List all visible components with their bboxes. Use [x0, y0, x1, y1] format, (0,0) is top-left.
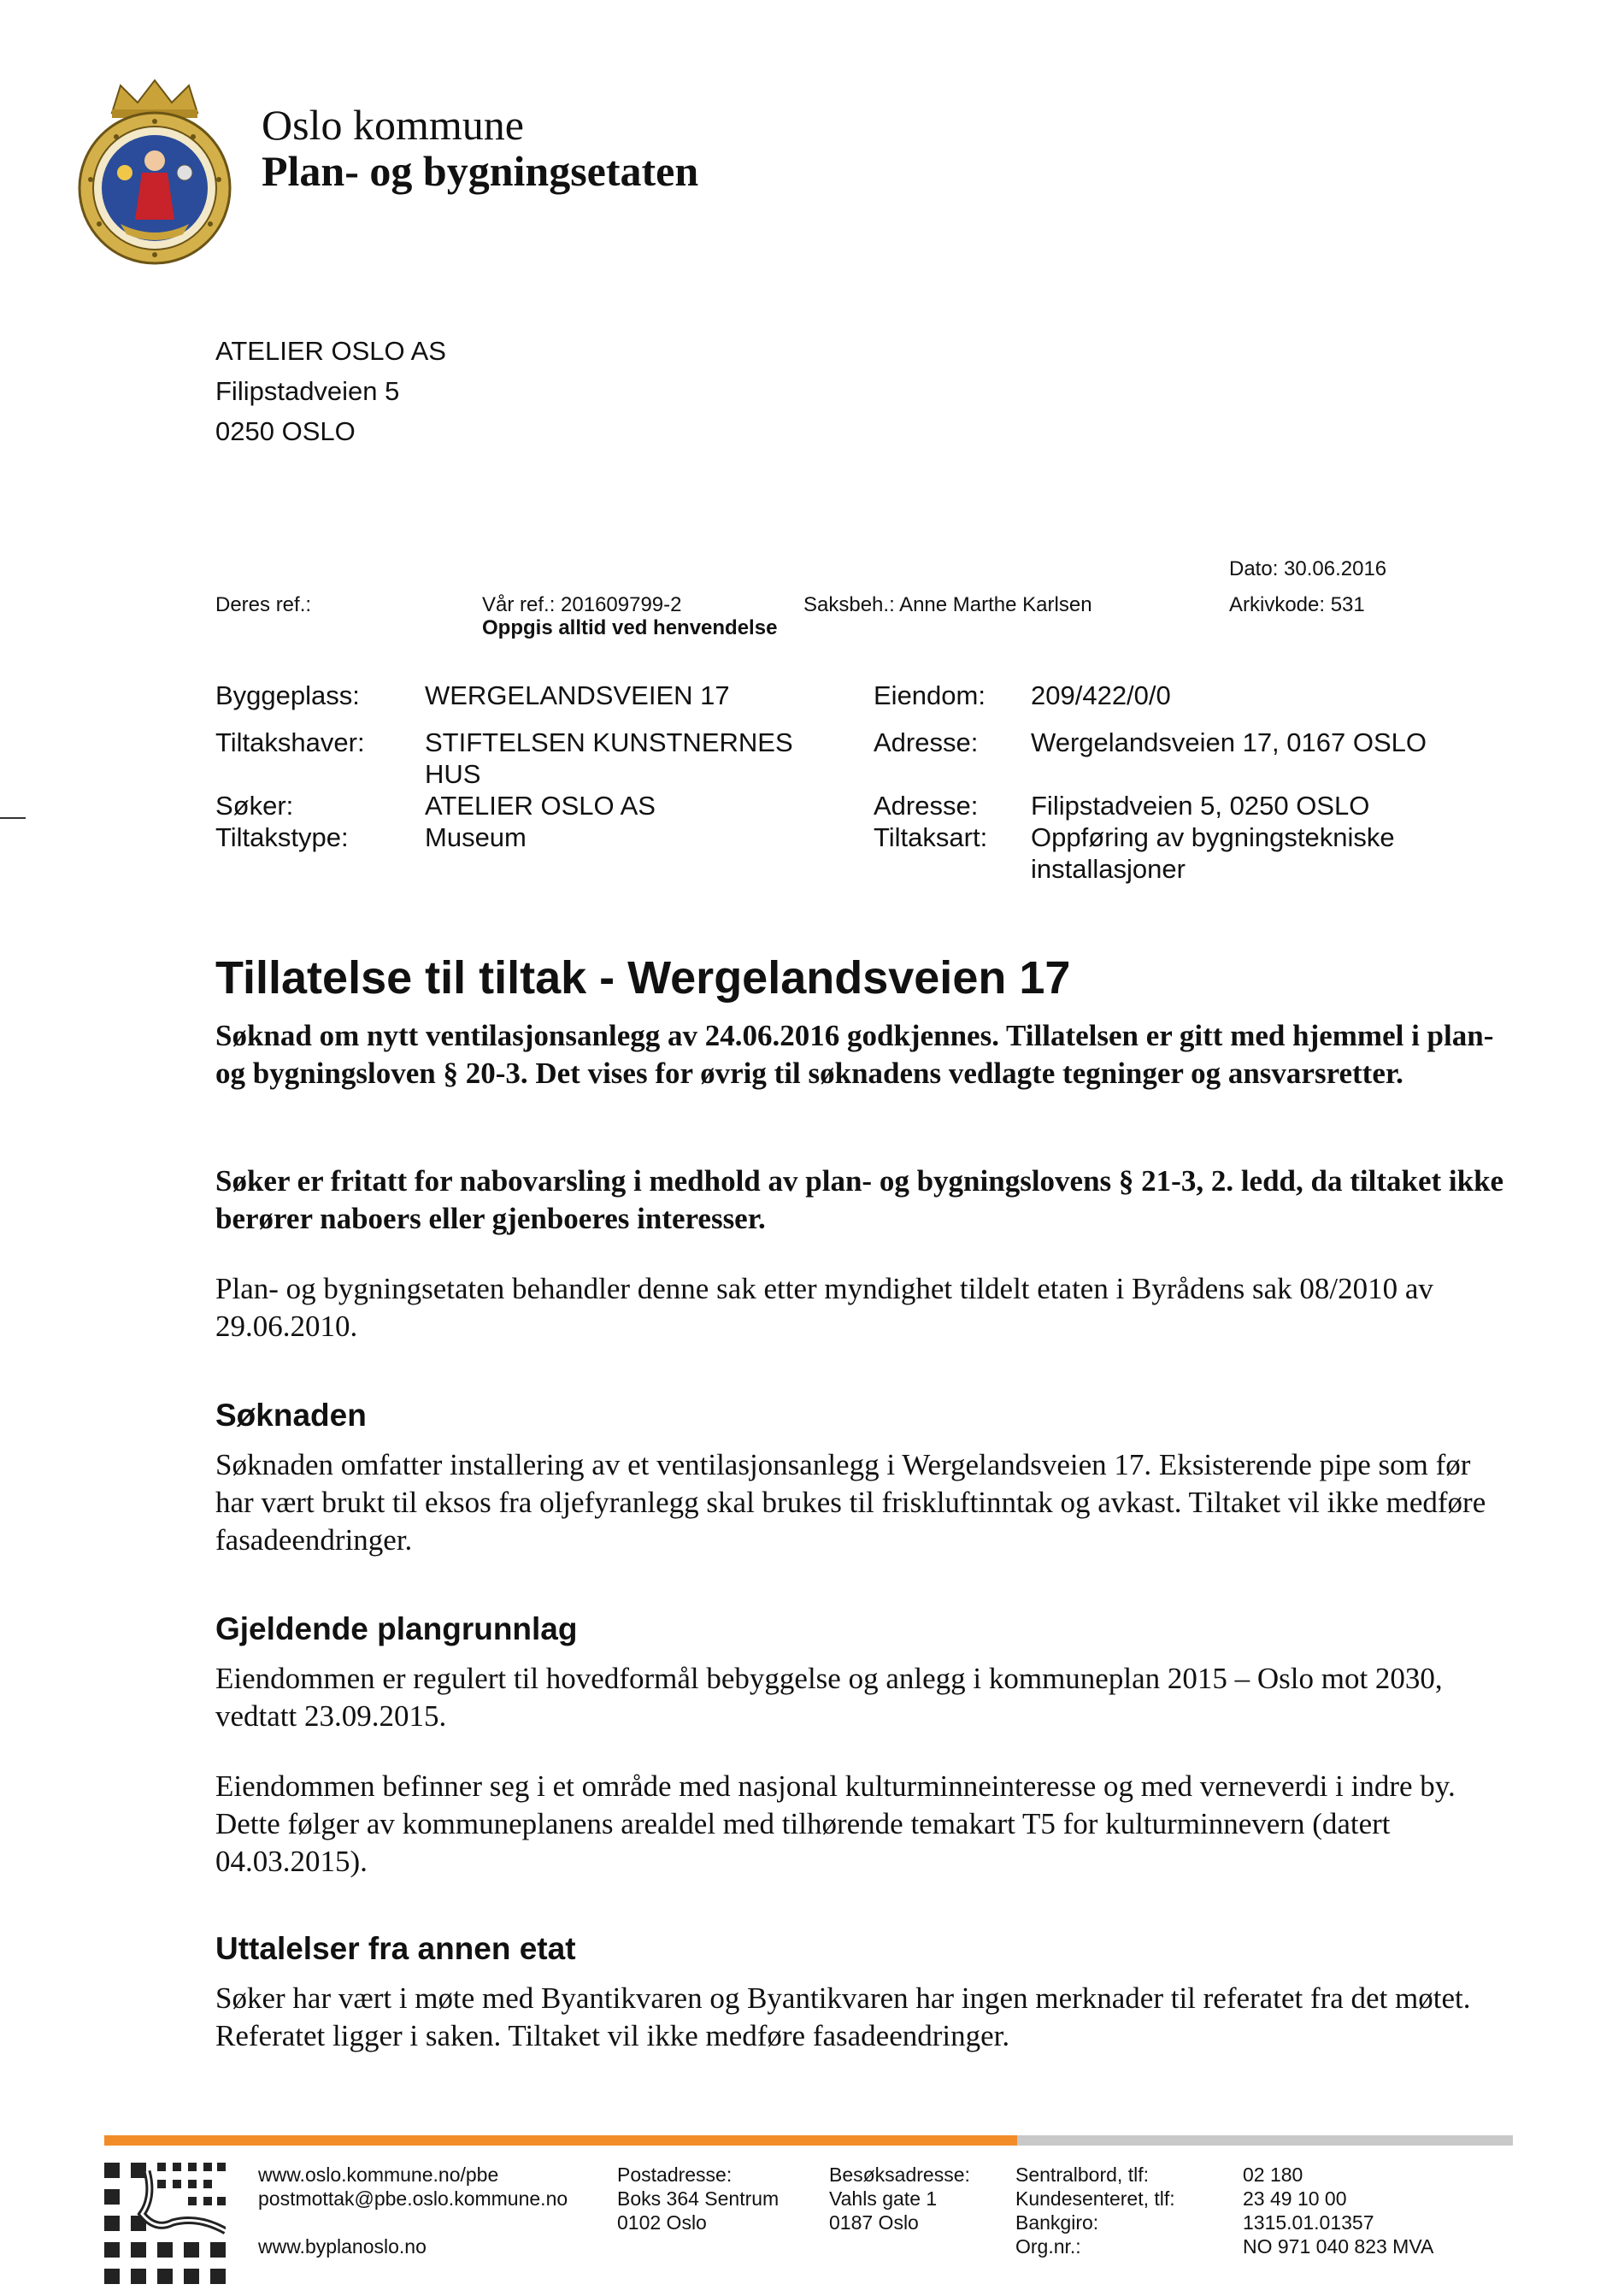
tiltaksart-value-cont: installasjoner — [1031, 854, 1186, 884]
soker-label: Søker: — [215, 791, 294, 821]
authority-paragraph: Plan- og bygningsetaten behandler denne sak etter myndighet tildelt etaten i Byrådens sak 08/2010 av 29.06.2010. — [215, 1272, 1433, 1343]
margin-fold-mark — [0, 817, 26, 819]
recipient-street: Filipstadveien 5 — [215, 376, 400, 406]
var-ref: Vår ref.: 201609799-2 — [482, 593, 682, 616]
byggeplass-label: Byggeplass: — [215, 680, 360, 710]
section-heading-soknaden: Søknaden — [215, 1398, 367, 1433]
footer-visit-label: Besøksadresse: — [829, 2164, 970, 2186]
byggeplass-value: WERGELANDSVEIEN 17 — [425, 680, 730, 710]
plangrunnlag-paragraph-1: Eiendommen er regulert til hovedformål bebyggelse og anlegg i kommuneplan 2015 – Oslo mot 2030, vedtatt 23.09.2015. — [215, 1662, 1443, 1733]
organization-name: Oslo kommune — [262, 101, 524, 149]
uttalelser-paragraph: Søker har vært i møte med Byantikvaren og Byantikvaren har ingen merknader til referatet fra det møtet. Referatet ligger i saken. Tiltaket vil ikke medføre fasadeendringer. — [215, 1981, 1471, 2052]
footer-pixel-logo — [104, 2163, 226, 2284]
decision-paragraph: Søknad om nytt ventilasjonsanlegg av 24.06.2016 godkjennes. Tillatelsen er gitt med hjemmel i plan- og bygningsloven § 20-3. Det vises for øvrig til søknadens vedlagte tegninger og ansvarsretter. — [215, 1019, 1494, 1090]
footer-sentralbord-value: 02 180 — [1243, 2164, 1303, 2186]
recipient-name: ATELIER OSLO AS — [215, 336, 446, 366]
archive-code: Arkivkode: 531 — [1229, 593, 1365, 616]
section-heading-uttalelser: Uttalelser fra annen etat — [215, 1931, 576, 1966]
tiltakshaver-label: Tiltakshaver: — [215, 727, 365, 757]
tiltakstype-value: Museum — [425, 822, 527, 852]
section-heading-plangrunnlag: Gjeldende plangrunnlag — [215, 1611, 578, 1646]
footer-bankgiro-value: 1315.01.01357 — [1243, 2211, 1374, 2234]
footer-bankgiro-label: Bankgiro: — [1015, 2211, 1099, 2234]
footer-web-link[interactable]: www.oslo.kommune.no/pbe — [258, 2164, 499, 2186]
footer-bar-orange — [104, 2135, 1017, 2146]
footer-visit-line1: Vahls gate 1 — [829, 2187, 938, 2210]
tiltakshaver-value-cont: HUS — [425, 759, 481, 789]
footer-post-line2: 0102 Oslo — [617, 2211, 707, 2234]
var-ref-note: Oppgis alltid ved henvendelse — [482, 616, 778, 639]
footer-visit-line2: 0187 Oslo — [829, 2211, 919, 2234]
tiltaksart-value: Oppføring av bygningstekniske — [1031, 822, 1395, 852]
footer-web2-link[interactable]: www.byplanoslo.no — [258, 2235, 427, 2258]
exemption-paragraph: Søker er fritatt for nabovarsling i medhold av plan- og bygningslovens § 21-3, 2. ledd, da tiltaket ikke berører naboers eller gjenboeres interesser. — [215, 1164, 1504, 1235]
department-name: Plan- og bygningsetaten — [262, 147, 699, 195]
document-title: Tillatelse til tiltak - Wergelandsveien 17 — [215, 952, 1071, 1004]
tiltakshaver-value: STIFTELSEN KUNSTNERNES — [425, 727, 793, 757]
eiendom-label: Eiendom: — [874, 680, 986, 710]
footer-orgnr-value: NO 971 040 823 MVA — [1243, 2235, 1434, 2258]
soknaden-paragraph: Søknaden omfatter installering av et ventilasjonsanlegg i Wergelandsveien 17. Eksisterende pipe som før har vært brukt til eksos fra oljefyranlegg skal brukes til friskluftinntak og avkast. Tiltaket vil ikke medføre fasadeendringer. — [215, 1448, 1486, 1557]
tiltaksart-label: Tiltaksart: — [874, 822, 988, 852]
adresse-value: Wergelandsveien 17, 0167 OSLO — [1031, 727, 1427, 757]
footer-post-line1: Boks 364 Sentrum — [617, 2187, 780, 2210]
footer-email-link[interactable]: postmottak@pbe.oslo.kommune.no — [258, 2187, 568, 2210]
footer-kundesenter-label: Kundesenteret, tlf: — [1015, 2187, 1175, 2210]
eiendom-value: 209/422/0/0 — [1031, 680, 1171, 710]
adresse-label: Adresse: — [874, 727, 979, 757]
footer-kundesenter-value: 23 49 10 00 — [1243, 2187, 1347, 2210]
footer-bar-grey — [1017, 2135, 1513, 2146]
soker-adresse-value: Filipstadveien 5, 0250 OSLO — [1031, 791, 1370, 821]
soker-value: ATELIER OSLO AS — [425, 791, 656, 821]
case-handler: Saksbeh.: Anne Marthe Karlsen — [803, 593, 1092, 616]
soker-adresse-label: Adresse: — [874, 791, 979, 821]
footer-sentralbord-label: Sentralbord, tlf: — [1015, 2164, 1149, 2186]
recipient-city: 0250 OSLO — [215, 416, 356, 446]
plangrunnlag-paragraph-2: Eiendommen befinner seg i et område med nasjonal kulturminneinteresse og med verneverdi i indre by. Dette følger av kommuneplanens arealdel med tilhørende temakart T5 for kulturminnevern (datert 04.03.2015). — [215, 1769, 1456, 1878]
tiltakstype-label: Tiltakstype: — [215, 822, 349, 852]
footer-post-label: Postadresse: — [617, 2164, 733, 2186]
deres-ref: Deres ref.: — [215, 593, 312, 616]
date: Dato: 30.06.2016 — [1229, 557, 1387, 580]
footer-orgnr-label: Org.nr.: — [1015, 2235, 1081, 2258]
oslo-coat-of-arms-logo — [74, 79, 236, 267]
